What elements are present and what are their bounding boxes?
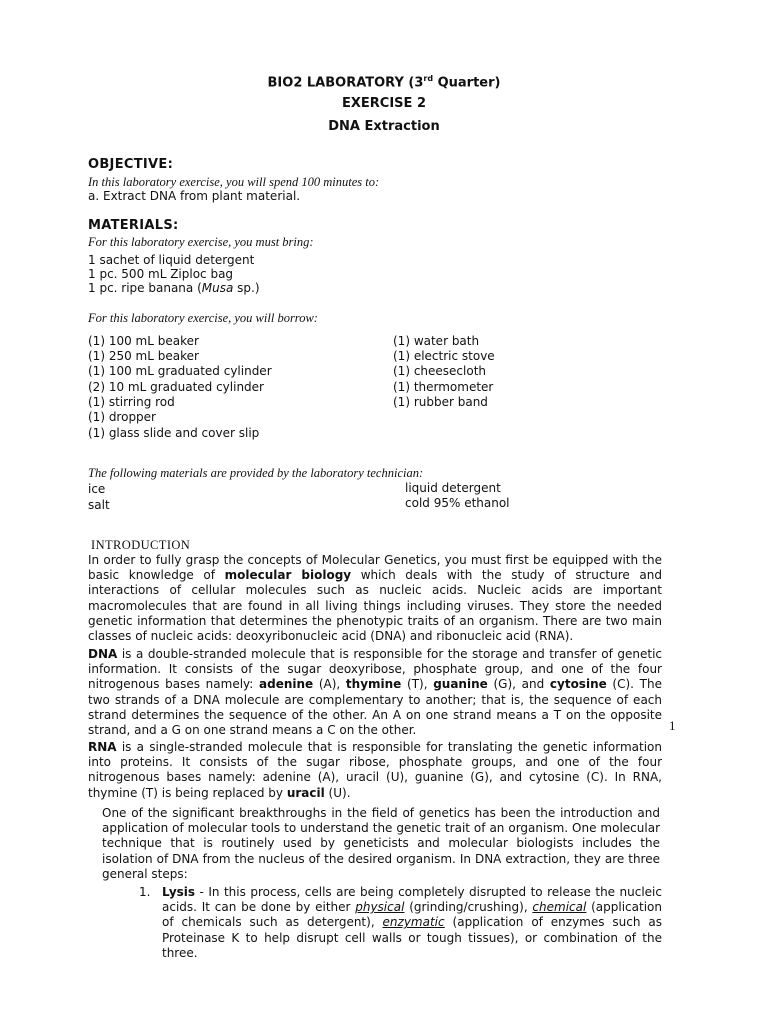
borrow-item: (1) 100 mL beaker bbox=[88, 334, 199, 348]
borrow-item: (1) water bath bbox=[393, 334, 480, 348]
lab-title: BIO2 LABORATORY (3rd Quarter) bbox=[267, 74, 501, 91]
objective-item: a. Extract DNA from plant material. bbox=[88, 189, 301, 203]
provided-item: ice bbox=[88, 482, 106, 496]
molecular-tools-paragraph: One of the significant breakthroughs in the field of genetics has been the introduction and application of molecular tools to understand the genetic trait of an organism. One molecular technique that is routinely used by geneticists and molecular biologists includes the isolation of DNA from the nucleus of the desired organism. In DNA extraction, they are three general steps: bbox=[102, 806, 660, 881]
step-number: 1. bbox=[139, 885, 151, 899]
exercise-topic: DNA Extraction bbox=[328, 119, 440, 134]
borrow-item: (1) rubber band bbox=[393, 395, 488, 409]
bring-item: 1 pc. 500 mL Ziploc bag bbox=[88, 267, 234, 281]
borrow-item: (1) 250 mL beaker bbox=[88, 349, 199, 363]
step-lysis: Lysis - In this process, cells are being completely disrupted to release the nucleic acids. It can be done by either physical (grinding/crushing), chemical (application of chemicals such as detergent), enzymatic (application of enzymes such as Proteinase K to help disrupt cell walls or tough tissues), or combination of the three. bbox=[162, 885, 662, 960]
bring-intro: For this laboratory exercise, you must bring: bbox=[88, 235, 314, 249]
borrow-item: (1) thermometer bbox=[393, 380, 494, 394]
borrow-item: (1) dropper bbox=[88, 410, 156, 424]
borrow-intro: For this laboratory exercise, you will borrow: bbox=[88, 311, 318, 325]
provided-item: liquid detergent bbox=[405, 481, 501, 495]
borrow-item: (1) stirring rod bbox=[88, 395, 175, 409]
page-number: 1 bbox=[669, 718, 676, 733]
borrow-item: (1) electric stove bbox=[393, 349, 495, 363]
objective-heading: OBJECTIVE: bbox=[88, 157, 174, 172]
provided-item: salt bbox=[88, 498, 110, 512]
intro-paragraph: In order to fully grasp the concepts of Molecular Genetics, you must first be equipped with the basic knowledge of molecular biology which deals with the study of structure and interactions of cellular molecules such as nucleic acids. Nucleic acids are important macromolecules that are found in all living things including viruses. They store the needed genetic information that determines the phenotypic traits of an organism. There are two main classes of nucleic acids: deoxyribonucleic acid (DNA) and ribonucleic acid (RNA). bbox=[88, 553, 662, 644]
bring-item-banana: 1 pc. ripe banana (Musa sp.) bbox=[88, 281, 260, 295]
borrow-item: (1) 100 mL graduated cylinder bbox=[88, 364, 272, 378]
borrow-item: (1) cheesecloth bbox=[393, 364, 486, 378]
exercise-number: EXERCISE 2 bbox=[342, 96, 426, 111]
borrow-item: (1) glass slide and cover slip bbox=[88, 426, 260, 440]
dna-paragraph: DNA is a double-stranded molecule that is responsible for the storage and transfer of genetic information. It consists of the sugar deoxyribose, phosphate group, and one of the four nitrogenous bases namely: adenine (A), thymine (T), guanine (G), and cytosine (C). The two strands of a DNA molecule are complementary to another; that is, the sequence of each strand determines the sequence of the other. An A on one strand means a T on the opposite strand, and a G on one strand means a C on the other. bbox=[88, 647, 662, 738]
bring-item: 1 sachet of liquid detergent bbox=[88, 253, 255, 267]
introduction-heading: INTRODUCTION bbox=[91, 538, 191, 552]
rna-paragraph: RNA is a single-stranded molecule that is responsible for translating the genetic information into proteins. It consists of the sugar ribose, phosphate groups, and one of the four nitrogenous bases namely: adenine (A), uracil (U), guanine (G), and cytosine (C). In RNA, thymine (T) is being replaced by uracil (U). bbox=[88, 740, 662, 800]
provided-item: cold 95% ethanol bbox=[405, 496, 510, 510]
provided-intro: The following materials are provided by the laboratory technician: bbox=[88, 466, 424, 480]
objective-intro: In this laboratory exercise, you will spend 100 minutes to: bbox=[88, 175, 380, 189]
borrow-item: (2) 10 mL graduated cylinder bbox=[88, 380, 264, 394]
materials-heading: MATERIALS: bbox=[88, 218, 179, 233]
